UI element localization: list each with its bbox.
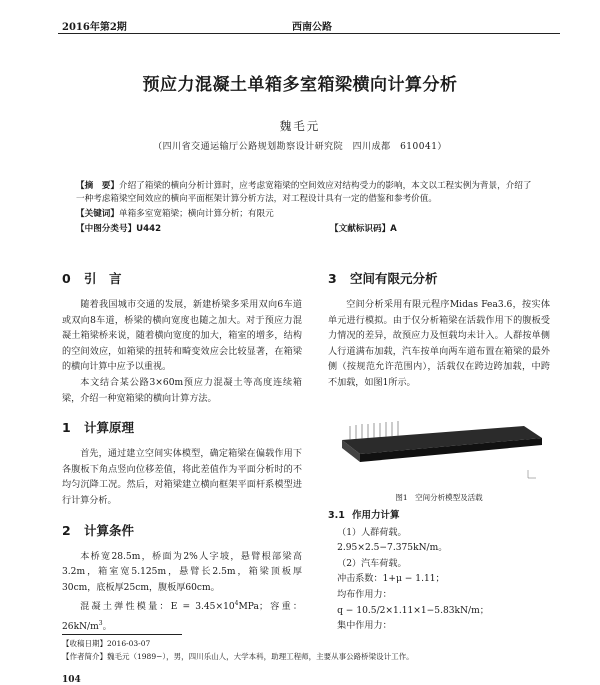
section-heading-conditions: 2 计算条件 (62, 522, 135, 538)
doc-code-label: 【文献标识码】 (330, 224, 391, 234)
abstract (76, 180, 536, 206)
subsection-heading-loads: 3.1 作用力计算 (328, 509, 400, 521)
conditions-paragraph-1: 本桥宽28.5m，桥面为2%人字坡，悬臂根部梁高3.2m，箱室宽5.125m，悬臂长2.5m，箱梁顶板厚30cm，底板厚25cm，腹板厚60cm。 (62, 551, 302, 593)
footnote-rule (62, 634, 182, 635)
intro-paragraph-2: 本文结合某公路3×60m预应力混凝土等高度连续箱梁，介绍一种宽箱梁的横向计算方法。 (62, 377, 302, 404)
right-column (328, 268, 550, 635)
principle-paragraph: 首先，通过建立空间实体模型，确定箱梁在偏载作用下各腹板下角点竖向位移差值，将此差值作为平面分析时的不均匀沉降工况。然后，对箱梁建立横向框架平面杆系模型进行计算分析。 (62, 449, 302, 506)
abstract-label: 【摘 要】 (76, 181, 119, 191)
fea-paragraph: 空间分析采用有限元程序Midas Fea3.6，按实体单元进行模拟。由于仅分析箱梁在活载作用下的腹板受力情况的差异，故预应力及恒载均未计入。人群按单侧人行道满布加载，汽车按单向两车道布置在箱梁的最外侧（按规范允许范围内），活载仅在跨边跨加载，中跨不加载，如图1所示。 (328, 300, 550, 388)
section-heading-intro: 0 引 言 (62, 271, 122, 286)
load-line-3: （2）汽车荷载。 (337, 558, 407, 569)
keywords (76, 208, 536, 221)
journal-name: 西南公路 (292, 22, 332, 33)
conditions-paragraph-2: 混凝土弹性模量：$E = 3.45\times 10^4MPa$；容重：$26kN/m^3$。 (62, 600, 302, 632)
cls-label: 【中图分类号】 (76, 224, 137, 234)
article-title: 预应力混凝土单箱多室箱梁横向计算分析 (142, 75, 458, 95)
author-affiliation: （四川省交通运输厅公路规划勘察设计研究院 四川成都 610041） (153, 142, 447, 152)
figure-1-caption: 图1 空间分析模型及活载 (395, 492, 483, 502)
intro-paragraph-1: 随着我国城市交通的发展，新建桥梁多采用双向6车道或双向8车道，桥梁的横向宽度也随之加大。对于预应力混凝土箱梁桥来说，随着横向宽度的加大，箱室的增多，结构的空间效应，如箱梁的扭转和畸变效应会比较显著，在箱梁的横向计算中应予以重视。 (62, 300, 302, 373)
load-line-5: 均布作用力： (337, 589, 392, 600)
issue-label: 2016年第2期 (62, 22, 127, 33)
load-line-6: q − 10.5/2×1.11×1−5.83kN/m； (337, 605, 489, 616)
load-line-1: （1）人群荷载。 (337, 527, 407, 538)
cls-value: U442 (136, 224, 162, 234)
author-bio: 【作者简介】魏毛元（1989−），男，四川乐山人，大学本科，助理工程师，主要从事公路桥梁设计工作。 (62, 652, 414, 661)
abstract-text: 介绍了箱梁的横向分析计算时，应考虑宽箱梁的空间效应对结构受力的影响，本文以工程实例为背景，介绍了一种考虑箱梁空间效应的横向平面框架计算分析方法，对工程设计具有一定的借鉴和参考价值。 (76, 181, 532, 204)
left-column (62, 268, 302, 636)
section-heading-fea: 3 空间有限元分析 (328, 271, 438, 286)
figure-1 (328, 398, 550, 506)
received-date: 【收稿日期】2016-03-07 (62, 639, 151, 648)
keywords-text: 单箱多室宽箱梁；横向计算分析；有限元 (118, 209, 274, 219)
article-author: 魏毛元 (279, 119, 321, 133)
keywords-label: 【关键词】 (76, 209, 119, 219)
section-heading-principle: 1 计算原理 (62, 420, 135, 436)
header-rule (58, 33, 560, 34)
axis-triad (528, 470, 536, 478)
doc-code-value: A (390, 224, 397, 234)
load-line-7: 集中作用力： (337, 621, 392, 632)
load-line-4: 冲击系数：1+μ − 1.11； (337, 574, 445, 585)
page-number: 104 (62, 675, 81, 685)
load-line-2: 2.95×2.5−7.375kN/m。 (337, 543, 448, 554)
classification-row (76, 223, 536, 236)
fea-model-illustration (328, 398, 550, 490)
